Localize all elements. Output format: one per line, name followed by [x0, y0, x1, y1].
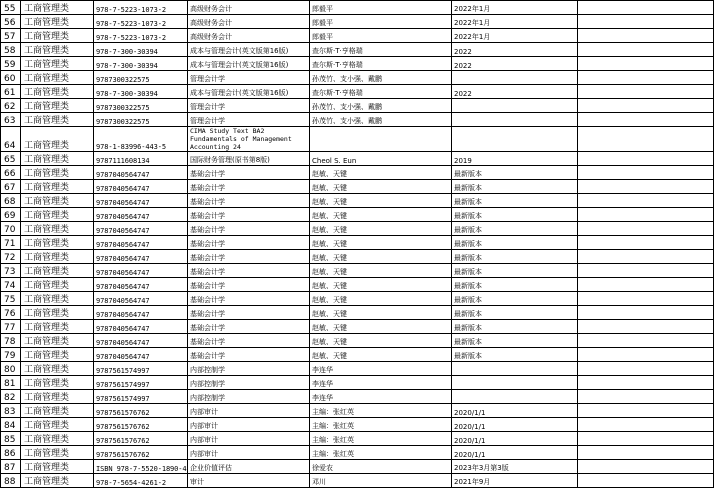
major-cell[interactable]: 工商管理类: [21, 418, 94, 432]
isbn-cell[interactable]: 9787561576762: [94, 446, 188, 460]
edition-cell[interactable]: 2020/1/1: [452, 404, 578, 418]
row-number-cell[interactable]: 85: [1, 432, 21, 446]
author-cell[interactable]: 郎毅平: [310, 1, 452, 15]
isbn-cell[interactable]: 9787040564747: [94, 292, 188, 306]
isbn-cell[interactable]: 978-7-300-30394: [94, 85, 188, 99]
major-cell[interactable]: 工商管理类: [21, 474, 94, 488]
empty-cell[interactable]: [578, 57, 714, 71]
table-row: [1, 404, 714, 418]
row-number-cell[interactable]: 80: [1, 362, 21, 376]
row-number-cell[interactable]: 88: [1, 474, 21, 488]
row-number-cell[interactable]: 58: [1, 43, 21, 57]
empty-cell[interactable]: [578, 404, 714, 418]
row-number-cell[interactable]: 86: [1, 446, 21, 460]
row-number-cell[interactable]: 82: [1, 390, 21, 404]
row-number-cell[interactable]: 69: [1, 208, 21, 222]
book-title-cell[interactable]: 内部控制学: [188, 362, 310, 376]
table-row: [1, 222, 714, 236]
row-number-cell[interactable]: 73: [1, 264, 21, 278]
author-cell[interactable]: 孙茂竹、支小强、戴鹏: [310, 71, 452, 85]
author-cell[interactable]: 主编：张红英: [310, 404, 452, 418]
isbn-cell[interactable]: 9787040564747: [94, 278, 188, 292]
row-number-cell[interactable]: 61: [1, 85, 21, 99]
empty-cell[interactable]: [578, 222, 714, 236]
empty-cell[interactable]: [578, 460, 714, 474]
major-cell[interactable]: 工商管理类: [21, 236, 94, 250]
book-title-cell[interactable]: 内部审计: [188, 432, 310, 446]
author-cell[interactable]: 赵敏、天键: [310, 320, 452, 334]
table-row: [1, 194, 714, 208]
author-cell[interactable]: 查尔斯·T·亨格瑞: [310, 57, 452, 71]
author-cell[interactable]: 主编：张红英: [310, 446, 452, 460]
row-number-cell[interactable]: 81: [1, 376, 21, 390]
major-cell[interactable]: 工商管理类: [21, 348, 94, 362]
table-row: [1, 1, 714, 15]
isbn-cell[interactable]: 9787040564747: [94, 250, 188, 264]
isbn-cell[interactable]: 9787040564747: [94, 222, 188, 236]
edition-cell[interactable]: 2020/1/1: [452, 432, 578, 446]
table-row: [1, 166, 714, 180]
empty-cell[interactable]: [578, 43, 714, 57]
edition-cell[interactable]: 2020/1/1: [452, 446, 578, 460]
row-number-cell[interactable]: 75: [1, 292, 21, 306]
author-cell[interactable]: 赵敏、天键: [310, 278, 452, 292]
empty-cell[interactable]: [578, 208, 714, 222]
empty-cell[interactable]: [578, 348, 714, 362]
author-cell[interactable]: 赵敏、天键: [310, 194, 452, 208]
book-title-cell[interactable]: 基础会计学: [188, 306, 310, 320]
table-row: [1, 278, 714, 292]
book-title-cell[interactable]: 审计: [188, 474, 310, 488]
edition-cell[interactable]: 最新版本: [452, 278, 578, 292]
author-cell[interactable]: 赵敏、天键: [310, 208, 452, 222]
table-row: [1, 250, 714, 264]
table-row: [1, 29, 714, 43]
major-cell[interactable]: 工商管理类: [21, 404, 94, 418]
book-title-cell[interactable]: 内部控制学: [188, 376, 310, 390]
author-cell[interactable]: [310, 127, 452, 152]
edition-cell[interactable]: 2022年1月: [452, 29, 578, 43]
row-number-cell[interactable]: 55: [1, 1, 21, 15]
isbn-cell[interactable]: 9787111608134: [94, 152, 188, 166]
isbn-cell[interactable]: 9787561576762: [94, 404, 188, 418]
book-title-cell[interactable]: 基础会计学: [188, 166, 310, 180]
edition-cell[interactable]: 2023年3月第3版: [452, 460, 578, 474]
edition-cell[interactable]: 最新版本: [452, 292, 578, 306]
isbn-cell[interactable]: 9787040564747: [94, 320, 188, 334]
empty-cell[interactable]: [578, 376, 714, 390]
isbn-cell[interactable]: 978-1-83996-443-5: [94, 127, 188, 152]
author-cell[interactable]: 李连华: [310, 376, 452, 390]
author-cell[interactable]: 赵敏、天键: [310, 334, 452, 348]
book-title-cell[interactable]: 成本与管理会计(英文版第16版): [188, 85, 310, 99]
edition-cell[interactable]: 最新版本: [452, 320, 578, 334]
isbn-cell[interactable]: 978-7-300-30394: [94, 43, 188, 57]
isbn-cell[interactable]: 9787040564747: [94, 348, 188, 362]
empty-cell[interactable]: [578, 29, 714, 43]
edition-cell[interactable]: 最新版本: [452, 222, 578, 236]
isbn-cell[interactable]: 9787300322575: [94, 71, 188, 85]
row-number-cell[interactable]: 70: [1, 222, 21, 236]
book-title-cell[interactable]: 管理会计学: [188, 71, 310, 85]
major-cell[interactable]: 工商管理类: [21, 194, 94, 208]
isbn-cell[interactable]: 9787040564747: [94, 166, 188, 180]
empty-cell[interactable]: [578, 236, 714, 250]
empty-cell[interactable]: [578, 127, 714, 152]
edition-cell[interactable]: 最新版本: [452, 194, 578, 208]
empty-cell[interactable]: [578, 99, 714, 113]
table-row: [1, 474, 714, 488]
edition-cell[interactable]: [452, 127, 578, 152]
edition-cell[interactable]: 2022: [452, 57, 578, 71]
isbn-cell[interactable]: 978-7-5223-1073-2: [94, 15, 188, 29]
major-cell[interactable]: 工商管理类: [21, 306, 94, 320]
table-row: [1, 460, 714, 474]
book-title-cell[interactable]: 国际财务管理(原书第8版): [188, 152, 310, 166]
book-title-cell[interactable]: 内部审计: [188, 418, 310, 432]
edition-cell[interactable]: 最新版本: [452, 250, 578, 264]
edition-cell[interactable]: 2022: [452, 85, 578, 99]
author-cell[interactable]: 赵敏、天键: [310, 306, 452, 320]
row-number-cell[interactable]: 64: [1, 127, 21, 152]
empty-cell[interactable]: [578, 334, 714, 348]
edition-cell[interactable]: 最新版本: [452, 208, 578, 222]
book-title-cell[interactable]: 基础会计学: [188, 180, 310, 194]
author-cell[interactable]: 赵敏、天键: [310, 292, 452, 306]
book-title-cell[interactable]: 管理会计学: [188, 99, 310, 113]
major-cell[interactable]: 工商管理类: [21, 152, 94, 166]
edition-cell[interactable]: [452, 362, 578, 376]
book-title-cell[interactable]: 基础会计学: [188, 278, 310, 292]
isbn-cell[interactable]: 978-7-5223-1073-2: [94, 1, 188, 15]
empty-cell[interactable]: [578, 474, 714, 488]
empty-cell[interactable]: [578, 418, 714, 432]
major-cell[interactable]: 工商管理类: [21, 376, 94, 390]
table-row: [1, 15, 714, 29]
author-cell[interactable]: 赵敏、天键: [310, 180, 452, 194]
empty-cell[interactable]: [578, 152, 714, 166]
isbn-cell[interactable]: 9787300322575: [94, 113, 188, 127]
book-title-cell[interactable]: 成本与管理会计(英文版第16版): [188, 43, 310, 57]
table-row: [1, 180, 714, 194]
row-number-cell[interactable]: 87: [1, 460, 21, 474]
row-number-cell[interactable]: 76: [1, 306, 21, 320]
row-number-cell[interactable]: 84: [1, 418, 21, 432]
edition-cell[interactable]: 最新版本: [452, 334, 578, 348]
book-title-cell[interactable]: 基础会计学: [188, 250, 310, 264]
major-cell[interactable]: 工商管理类: [21, 127, 94, 152]
empty-cell[interactable]: [578, 166, 714, 180]
table-row: [1, 99, 714, 113]
isbn-cell[interactable]: 9787040564747: [94, 334, 188, 348]
isbn-cell[interactable]: 9787040564747: [94, 208, 188, 222]
major-cell[interactable]: 工商管理类: [21, 334, 94, 348]
empty-cell[interactable]: [578, 390, 714, 404]
author-cell[interactable]: 郎毅平: [310, 29, 452, 43]
major-cell[interactable]: 工商管理类: [21, 362, 94, 376]
row-number-cell[interactable]: 57: [1, 29, 21, 43]
author-cell[interactable]: 查尔斯·T·亨格瑞: [310, 43, 452, 57]
edition-cell[interactable]: 2020/1/1: [452, 418, 578, 432]
empty-cell[interactable]: [578, 1, 714, 15]
major-cell[interactable]: 工商管理类: [21, 264, 94, 278]
book-title-cell[interactable]: 基础会计学: [188, 236, 310, 250]
row-number-cell[interactable]: 63: [1, 113, 21, 127]
edition-cell[interactable]: 2022: [452, 43, 578, 57]
row-number-cell[interactable]: 79: [1, 348, 21, 362]
author-cell[interactable]: 赵敏、天键: [310, 166, 452, 180]
author-cell[interactable]: 赵敏、天键: [310, 236, 452, 250]
major-cell[interactable]: 工商管理类: [21, 390, 94, 404]
major-cell[interactable]: 工商管理类: [21, 29, 94, 43]
edition-cell[interactable]: 最新版本: [452, 264, 578, 278]
row-number-cell[interactable]: 72: [1, 250, 21, 264]
book-title-cell[interactable]: 成本与管理会计(英文版第16版): [188, 57, 310, 71]
author-cell[interactable]: 赵敏、天键: [310, 250, 452, 264]
major-cell[interactable]: 工商管理类: [21, 57, 94, 71]
empty-cell[interactable]: [578, 85, 714, 99]
isbn-cell[interactable]: 9787040564747: [94, 264, 188, 278]
edition-cell[interactable]: 最新版本: [452, 236, 578, 250]
empty-cell[interactable]: [578, 264, 714, 278]
author-cell[interactable]: 李连华: [310, 390, 452, 404]
book-title-cell[interactable]: 高级财务会计: [188, 1, 310, 15]
major-cell[interactable]: 工商管理类: [21, 292, 94, 306]
table-row: [1, 43, 714, 57]
major-cell[interactable]: 工商管理类: [21, 1, 94, 15]
edition-cell[interactable]: 2021年9月: [452, 474, 578, 488]
book-title-cell[interactable]: 内部审计: [188, 404, 310, 418]
author-cell[interactable]: 李连华: [310, 362, 452, 376]
empty-cell[interactable]: [578, 446, 714, 460]
isbn-cell[interactable]: 9787561576762: [94, 418, 188, 432]
major-cell[interactable]: 工商管理类: [21, 166, 94, 180]
table-row: [1, 446, 714, 460]
row-number-cell[interactable]: 67: [1, 180, 21, 194]
table-row: [1, 292, 714, 306]
author-cell[interactable]: 赵敏、天键: [310, 348, 452, 362]
book-title-cell[interactable]: 高级财务会计: [188, 15, 310, 29]
table-row: [1, 57, 714, 71]
major-cell[interactable]: 工商管理类: [21, 432, 94, 446]
isbn-cell[interactable]: 9787040564747: [94, 236, 188, 250]
empty-cell[interactable]: [578, 432, 714, 446]
table-row: [1, 113, 714, 127]
major-cell[interactable]: 工商管理类: [21, 460, 94, 474]
empty-cell[interactable]: [578, 15, 714, 29]
table-row: [1, 71, 714, 85]
author-cell[interactable]: 徐爱农: [310, 460, 452, 474]
isbn-cell[interactable]: 9787561574997: [94, 362, 188, 376]
author-cell[interactable]: 赵敏、天键: [310, 222, 452, 236]
author-cell[interactable]: 孙茂竹、支小强、戴鹏: [310, 99, 452, 113]
isbn-cell[interactable]: 9787040564747: [94, 194, 188, 208]
isbn-cell[interactable]: ISBN 978-7-5520-1890-4: [94, 460, 188, 474]
major-cell[interactable]: 工商管理类: [21, 222, 94, 236]
major-cell[interactable]: 工商管理类: [21, 180, 94, 194]
row-number-cell[interactable]: 78: [1, 334, 21, 348]
table-row: [1, 85, 714, 99]
book-title-cell[interactable]: 基础会计学: [188, 348, 310, 362]
book-title-cell[interactable]: 管理会计学: [188, 113, 310, 127]
row-number-cell[interactable]: 83: [1, 404, 21, 418]
table-row: [1, 418, 714, 432]
table-body: [1, 1, 714, 488]
isbn-cell[interactable]: 9787040564747: [94, 306, 188, 320]
row-number-cell[interactable]: 59: [1, 57, 21, 71]
author-cell[interactable]: 邓川: [310, 474, 452, 488]
edition-cell[interactable]: [452, 376, 578, 390]
table-row: [1, 306, 714, 320]
table-row: [1, 236, 714, 250]
major-cell[interactable]: 工商管理类: [21, 71, 94, 85]
book-title-cell[interactable]: CIMA Study Text BA2 Fundamentals of Management Accounting 24: [188, 127, 310, 152]
row-number-cell[interactable]: 62: [1, 99, 21, 113]
book-title-cell[interactable]: 基础会计学: [188, 264, 310, 278]
author-cell[interactable]: 赵敏、天键: [310, 264, 452, 278]
major-cell[interactable]: 工商管理类: [21, 320, 94, 334]
book-title-cell[interactable]: 基础会计学: [188, 208, 310, 222]
empty-cell[interactable]: [578, 320, 714, 334]
empty-cell[interactable]: [578, 278, 714, 292]
author-cell[interactable]: 孙茂竹、支小强、戴鹏: [310, 113, 452, 127]
author-cell[interactable]: 郎毅平: [310, 15, 452, 29]
row-number-cell[interactable]: 74: [1, 278, 21, 292]
table-row: [1, 376, 714, 390]
book-title-cell[interactable]: 内部审计: [188, 446, 310, 460]
table-row: [1, 152, 714, 166]
table-row: [1, 264, 714, 278]
book-title-cell[interactable]: 基础会计学: [188, 194, 310, 208]
row-number-cell[interactable]: 68: [1, 194, 21, 208]
empty-cell[interactable]: [578, 292, 714, 306]
empty-cell[interactable]: [578, 250, 714, 264]
major-cell[interactable]: 工商管理类: [21, 99, 94, 113]
empty-cell[interactable]: [578, 306, 714, 320]
empty-cell[interactable]: [578, 194, 714, 208]
edition-cell[interactable]: 最新版本: [452, 306, 578, 320]
table-row: [1, 362, 714, 376]
isbn-cell[interactable]: 978-7-5223-1073-2: [94, 29, 188, 43]
edition-cell[interactable]: [452, 390, 578, 404]
row-number-cell[interactable]: 71: [1, 236, 21, 250]
author-cell[interactable]: Cheol S. Eun: [310, 152, 452, 166]
author-cell[interactable]: 主编：张红英: [310, 432, 452, 446]
major-cell[interactable]: 工商管理类: [21, 113, 94, 127]
row-number-cell[interactable]: 65: [1, 152, 21, 166]
edition-cell[interactable]: 2019: [452, 152, 578, 166]
empty-cell[interactable]: [578, 71, 714, 85]
book-title-cell[interactable]: 基础会计学: [188, 334, 310, 348]
isbn-cell[interactable]: 9787561576762: [94, 432, 188, 446]
isbn-cell[interactable]: 9787300322575: [94, 99, 188, 113]
table-row: [1, 348, 714, 362]
table-row: [1, 208, 714, 222]
edition-cell[interactable]: [452, 113, 578, 127]
row-number-cell[interactable]: 77: [1, 320, 21, 334]
edition-cell[interactable]: 最新版本: [452, 348, 578, 362]
row-number-cell[interactable]: 60: [1, 71, 21, 85]
edition-cell[interactable]: 最新版本: [452, 166, 578, 180]
edition-cell[interactable]: [452, 71, 578, 85]
isbn-cell[interactable]: 9787561574997: [94, 390, 188, 404]
table-row: [1, 390, 714, 404]
major-cell[interactable]: 工商管理类: [21, 43, 94, 57]
empty-cell[interactable]: [578, 180, 714, 194]
major-cell[interactable]: 工商管理类: [21, 208, 94, 222]
book-title-cell[interactable]: 企业价值评估: [188, 460, 310, 474]
empty-cell[interactable]: [578, 362, 714, 376]
major-cell[interactable]: 工商管理类: [21, 446, 94, 460]
table-row: [1, 320, 714, 334]
book-title-cell[interactable]: 基础会计学: [188, 320, 310, 334]
edition-cell[interactable]: [452, 99, 578, 113]
major-cell[interactable]: 工商管理类: [21, 15, 94, 29]
major-cell[interactable]: 工商管理类: [21, 85, 94, 99]
table-row: [1, 127, 714, 152]
table-row: [1, 334, 714, 348]
book-title-cell[interactable]: 内部控制学: [188, 390, 310, 404]
book-title-cell[interactable]: 高级财务会计: [188, 29, 310, 43]
table-row: [1, 432, 714, 446]
author-cell[interactable]: 查尔斯·T·亨格瑞: [310, 85, 452, 99]
isbn-cell[interactable]: 9787040564747: [94, 180, 188, 194]
isbn-cell[interactable]: 9787561574997: [94, 376, 188, 390]
row-number-cell[interactable]: 56: [1, 15, 21, 29]
row-number-cell[interactable]: 66: [1, 166, 21, 180]
author-cell[interactable]: 主编：张红英: [310, 418, 452, 432]
edition-cell[interactable]: 最新版本: [452, 180, 578, 194]
empty-cell[interactable]: [578, 113, 714, 127]
major-cell[interactable]: 工商管理类: [21, 250, 94, 264]
book-title-cell[interactable]: 基础会计学: [188, 292, 310, 306]
isbn-cell[interactable]: 978-7-300-30394: [94, 57, 188, 71]
major-cell[interactable]: 工商管理类: [21, 278, 94, 292]
edition-cell[interactable]: 2022年1月: [452, 1, 578, 15]
edition-cell[interactable]: 2022年1月: [452, 15, 578, 29]
isbn-cell[interactable]: 978-7-5654-4261-2: [94, 474, 188, 488]
book-title-cell[interactable]: 基础会计学: [188, 222, 310, 236]
